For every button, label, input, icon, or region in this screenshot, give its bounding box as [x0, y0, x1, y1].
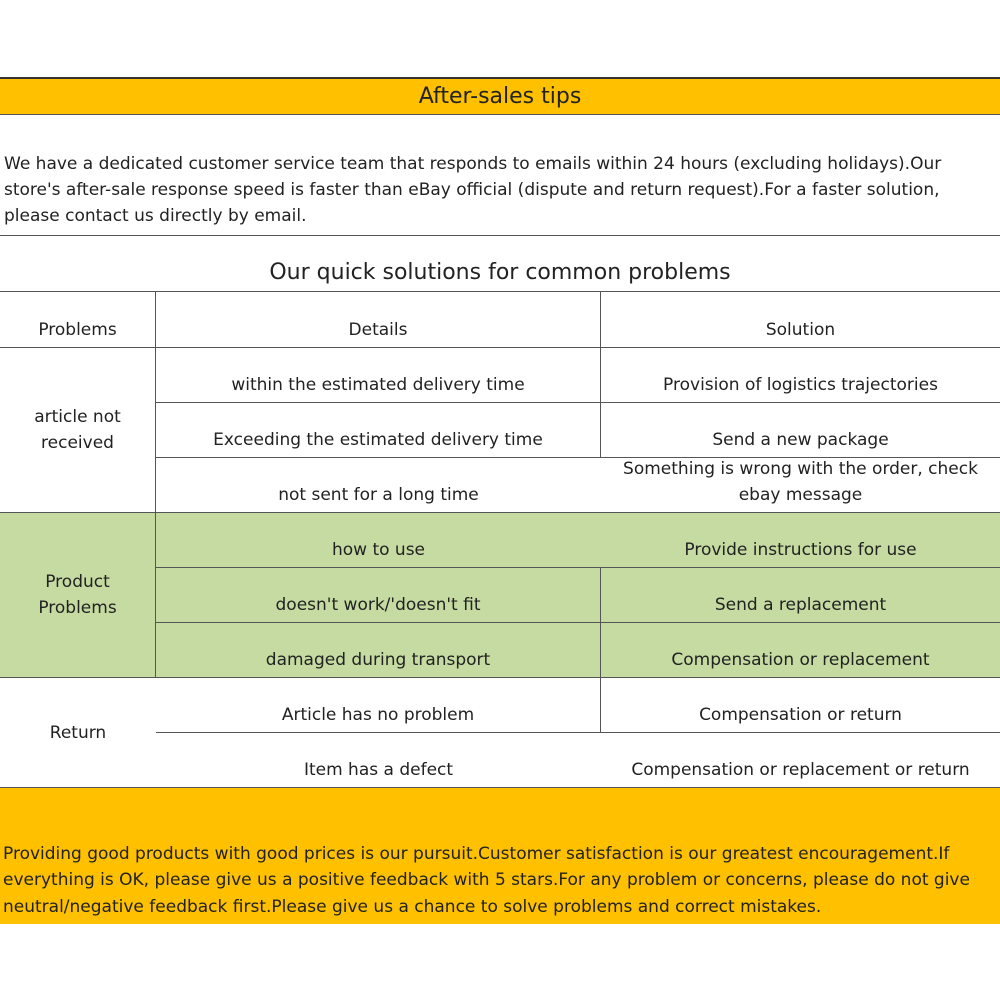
solutions-table [0, 292, 1000, 788]
header-details: Details [156, 292, 601, 348]
detail-cell: not sent for a long time [156, 458, 601, 513]
detail-cell: damaged during transport [156, 623, 601, 678]
category-article-not-received: article not received [0, 348, 156, 513]
solution-cell: Provide instructions for use [601, 513, 1000, 568]
after-sales-sheet [0, 77, 1000, 924]
solution-cell: Compensation or return [601, 678, 1000, 733]
intro-row [0, 115, 1000, 236]
detail-cell: doesn't work/'doesn't fit [156, 568, 601, 623]
solution-cell: Compensation or replacement or return [601, 733, 1000, 788]
category-return: Return [0, 678, 156, 788]
footer-text: Providing good products with good prices is our pursuit.Customer satisfaction is our greatest encouragement.If everything is OK, please give us a positive feedback with 5 stars.For any problem or concerns, please do not give neutral/negative feedback first.Please give us a chance to solve problems and correct mistakes. [3, 843, 970, 917]
solution-cell: Compensation or replacement [601, 623, 1000, 678]
solutions-subtitle: Our quick solutions for common problems [0, 236, 1000, 292]
header-problems: Problems [0, 292, 156, 348]
category-product-problems: Product Problems [0, 513, 156, 678]
footer-note [0, 788, 1000, 924]
detail-cell: within the estimated delivery time [156, 348, 601, 403]
intro-text: We have a dedicated customer service team that responds to emails within 24 hours (excluding holidays).Our store's after-sale response speed is faster than eBay official (dispute and return request).For a faster solution, please contact us directly by email. [4, 154, 942, 226]
sheet-title: After-sales tips [0, 79, 1000, 115]
solution-cell: Provision of logistics trajectories [601, 348, 1000, 403]
header-solution: Solution [601, 292, 1000, 348]
solution-cell: Send a replacement [601, 568, 1000, 623]
detail-cell: Exceeding the estimated delivery time [156, 403, 601, 458]
detail-cell: Article has no problem [156, 678, 601, 733]
detail-cell: how to use [156, 513, 601, 568]
solution-cell: Something is wrong with the order, check ebay message [601, 458, 1000, 513]
detail-cell: Item has a defect [156, 733, 601, 788]
solution-cell: Send a new package [601, 403, 1000, 458]
